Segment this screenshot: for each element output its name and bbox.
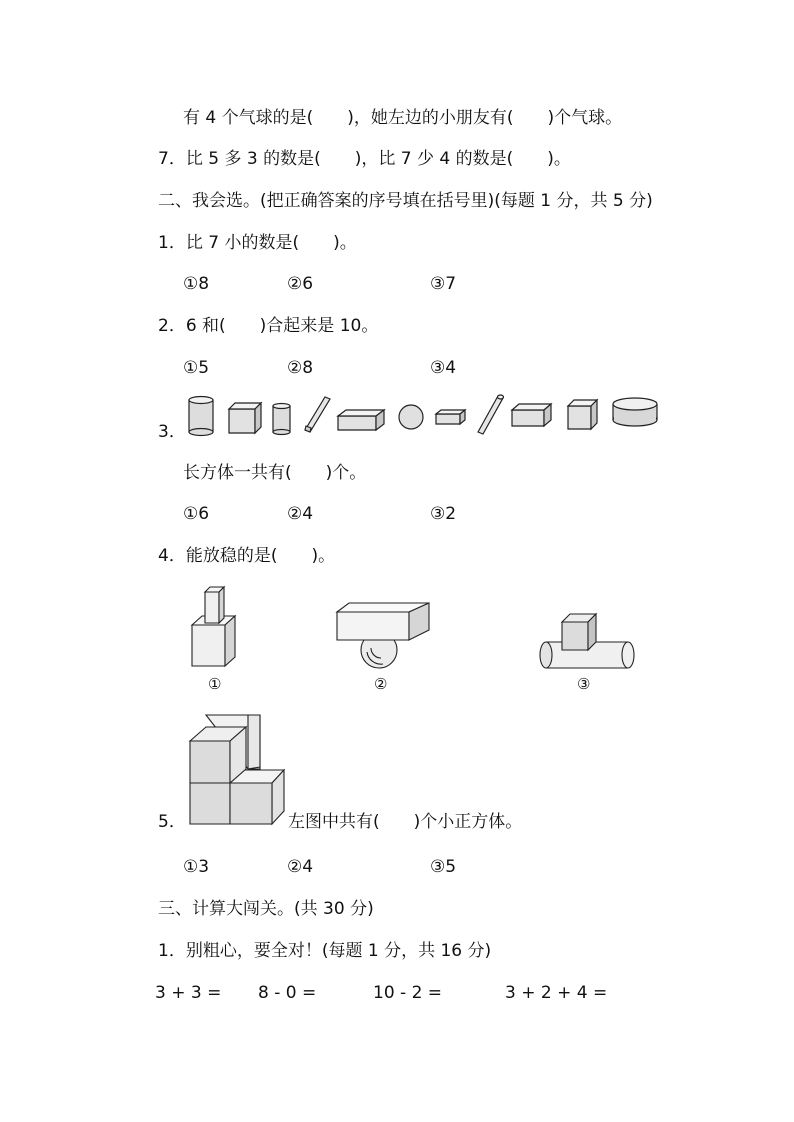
q4-label-2: ② — [374, 675, 388, 693]
q1-option-2: ②6 — [287, 274, 314, 294]
cube-shape-2 — [568, 400, 597, 429]
line-balloon-question: 有 4 个气球的是( )，她左边的小朋友有( )个气球。 — [183, 108, 623, 128]
choice-question-1: 1．比 7 小的数是( )。 — [158, 233, 357, 253]
rod-cylinder — [478, 395, 504, 434]
choice-question-5-text: 左图中共有( )个小正方体。 — [288, 812, 523, 832]
choice-question-4: 4．能放稳的是( )。 — [158, 546, 336, 566]
cylinder-shape-2 — [273, 404, 290, 435]
choice-question-2: 2．6 和( )合起来是 10。 — [158, 316, 379, 336]
calc-item-4: 3 + 2 + 4 = — [505, 983, 608, 1003]
question-7: 7．比 5 多 3 的数是( )，比 7 少 4 的数是( )。 — [158, 149, 571, 169]
q3-option-1: ①6 — [183, 504, 210, 524]
choice-question-3-text: 长方体一共有( )个。 — [183, 463, 367, 483]
q4-label-3: ③ — [577, 675, 591, 693]
choice-question-5-number: 5． — [158, 812, 186, 832]
stack-figure-3 — [538, 608, 638, 678]
q1-option-1: ①8 — [183, 274, 210, 294]
q2-option-2: ②8 — [287, 358, 314, 378]
calc-item-1: 3 + 3 = — [155, 983, 222, 1003]
q3-option-2: ②4 — [287, 504, 314, 524]
q3-option-3: ③2 — [430, 504, 457, 524]
thin-cuboid-rod — [305, 397, 330, 432]
calc-item-3: 10 - 2 = — [373, 983, 443, 1003]
cuboid-shape — [512, 404, 551, 426]
stack-figure-1 — [190, 580, 250, 670]
stack-figure-2 — [335, 600, 435, 670]
cube-shape-1 — [229, 403, 261, 433]
calc-item-2: 8 - 0 = — [258, 983, 317, 1003]
calc-question-1: 1．别粗心，要全对！(每题 1 分，共 16 分) — [158, 941, 492, 961]
q2-option-1: ①5 — [183, 358, 210, 378]
cylinder-shape — [189, 397, 213, 436]
choice-question-3-number: 3． — [158, 422, 186, 442]
solids-row-figure — [180, 392, 700, 442]
q1-option-3: ③7 — [430, 274, 457, 294]
flat-cuboid-2 — [436, 410, 465, 424]
flat-cuboid-1 — [338, 410, 384, 430]
q5-option-1: ①3 — [183, 857, 210, 877]
section-3-heading: 三、计算大闯关。(共 30 分) — [158, 899, 374, 919]
sphere-shape — [399, 405, 423, 429]
cube-stack-figure — [188, 713, 288, 825]
q5-option-2: ②4 — [287, 857, 314, 877]
section-2-heading: 二、我会选。(把正确答案的序号填在括号里)(每题 1 分，共 5 分) — [158, 191, 653, 211]
disc-cylinder — [613, 398, 657, 426]
q4-label-1: ① — [208, 675, 222, 693]
q5-option-3: ③5 — [430, 857, 457, 877]
q2-option-3: ③4 — [430, 358, 457, 378]
